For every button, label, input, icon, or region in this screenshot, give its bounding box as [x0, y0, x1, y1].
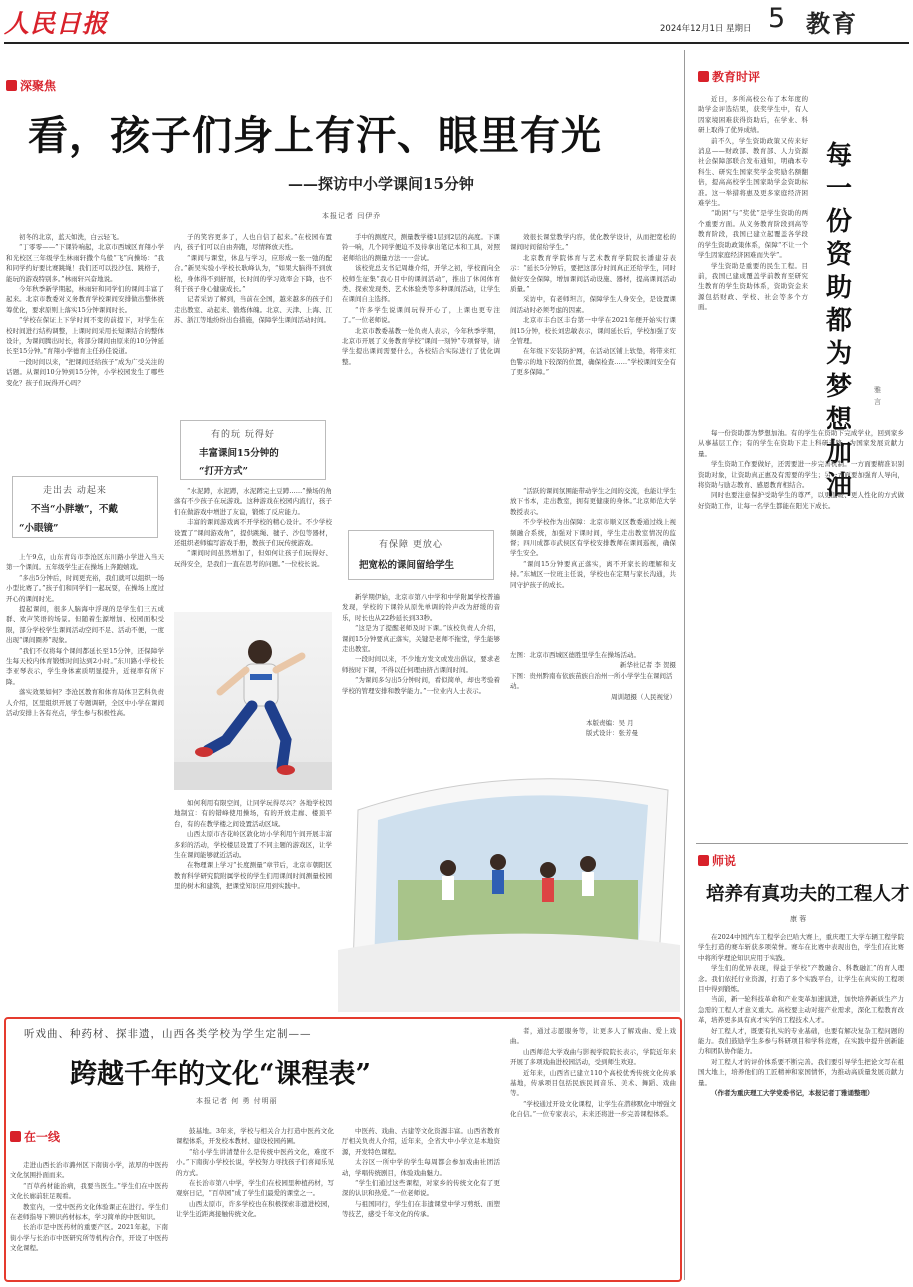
feature-byline: 本报记者 闫伊乔	[322, 212, 382, 220]
running-child-illustration	[174, 612, 332, 790]
feature-headline: 看，孩子们身上有汗、眼里有光	[28, 112, 602, 159]
bottom-col3: 中医药、戏曲、古建等文化资源丰富。山西省教育厅相关负责人介绍，近年来，全省大中小学立足本地资源，开发特色课程。 太谷区一所中学的学生每周都会参加戏曲社团活动，学唱传统剧目，体验戏曲魅力。 “学生们通过这些课程，对家乡的传统文化有了更深的认识和热爱。”一位老师说。 与祖国同行，学生们在非遗课堂中学习剪纸、面塑等技艺，感受千年文化的传承。	[342, 1127, 500, 1219]
photo-running-child	[174, 612, 332, 790]
bottom-col4: 者，通过志愿服务等，让更多人了解戏曲、爱上戏曲。 山西师范大学戏曲与影视学院院长表示，学院近年来开展了多项戏曲进校园活动，受到师生欢迎。 近年来，山西省已建立110个高校优秀传统文化传承基地，传承项目包括民族民间音乐、美术、舞蹈、戏曲等。 “学校通过开设文化课程，让学生在潜移默化中增强文化自信。”一位专家表示，未来还将进一步完善课程体系。	[510, 1027, 676, 1119]
sidebar1-author: 雅言	[874, 386, 881, 406]
section-subtitle: 不当“小胖墩”，不戴	[31, 504, 118, 515]
section-subtitle: “小眼镜”	[19, 523, 59, 534]
section-title: 有保障 更放心	[379, 540, 443, 550]
photo-book-children	[338, 750, 680, 1012]
bottom-col2: 鼓基地。3年来，学校与相关合力打造中医药文化课程体系，开发校本教材、建设校园药圃。 “给小学生讲清楚什么是传统中医药文化，难度不小。”下南街小学校长说，学校努力寻找孩子们喜闻乐见的方式。 在长治市第八中学，学生们在校园里种植药材，写观察日记，“百草园”成了学生们最爱的课堂之一。 山西太原市，许多学校也在积极探索非遗进校园，让学生近距离接触传统文化。	[176, 1127, 334, 1219]
tag-icon	[698, 71, 709, 82]
feature-col4: 效很长课堂教学内容，优化教学设计，从而把宽松的课间时间留给学生。” 北京教育学院体育与艺术教育学院院长潘建芬表示：“延长5分钟后，要把这部分时间真正还给学生，同时做好安全保障，增加课间活动设施、器材，提高课间活动质量。” 采访中，有老师坦言，保障学生人身安全，是设置课间活动时必须考虑的因素。 北京市丰台区丰台第一中学在2021年便开始实行课间15分钟，校长刘忠敏表示，课间延长后，学校加强了安全管理。 在年级下安装防护网，在活动区铺上软垫，将带来红色警示的地下较深的位置，确保检查……“学校课间安全有了更多保障。”	[510, 233, 676, 377]
column-divider	[684, 50, 685, 1280]
feature-col3: 手中的测度尺，测量教学楼1层到2层的高度。下课铃一响，几个同学便迫不及待拿出笔记本和工具，对照老师给出的测量方法一一尝试。 该校党总支书记周雄介绍，开学之初，学校面向全校师生征集“我心目中的课间活动”，推出了休闲体育类、探索发现类、艺术体验类等多种课间活动，让学生在课间自主选择。 “许多学生说课间玩得开心了，上课也更专注了。”一位老师说。 北京市教委基教一处负责人表示，今年秋季学期，北京市开展了义务教育学校“课间一刻钟”专项督导，请学生提出课间需要什么，各校结合实际进行了优化调整。	[342, 233, 500, 366]
sidebar-divider	[696, 843, 908, 844]
bottom-tag: 在一线	[10, 1128, 60, 1145]
tag-icon	[698, 855, 709, 866]
feature-subhead: ——探访中小学课间15分钟	[288, 175, 474, 193]
masthead-rule	[4, 42, 909, 44]
bottom-byline: 本报记者 何 勇 付明丽	[196, 1097, 278, 1105]
section-box-3	[348, 530, 494, 580]
bottom-col1: 走进山西长治市潞州区下南街小学，浓厚的中医药文化氛围扑面而来。 “百草药材能治病，我要当医生。”学生们在中医药文化长廊前驻足观看。 教室内，一堂中医药文化体验课正在进行。学生们在老师指导下辨识药材标本，学习简单的中医知识。 长治市是中医药材的重要产区。2021年起，下南街小学与长治市中医研究所等机构合作，开设了中医药文化课程。	[10, 1161, 168, 1253]
book-photo-illustration	[338, 750, 680, 1012]
section-title: 有的玩 玩得好	[211, 430, 275, 440]
newspaper-logo: 人民日报	[4, 9, 109, 38]
section-title: 走出去 动起来	[43, 486, 107, 496]
sidebar2-body: 在2024中国汽车工程学会巴哈大赛上，重庆理工大学车辆工程学院学生打造的赛车斩获多项荣誉。赛车在比赛中表现出色，学生们在比赛中将所学理论知识应用于实践。 学生们的优异表现，得益于学校“产教融合、科教融汇”的育人理念。我们依托行业资源，打造了多个实践平台，让学生在真实的工程项目中得到锻炼。 当前，新一轮科技革命和产业变革加速演进，加快培养新质生产力急需的工程人才意义重大。高校要主动对接产业需求，深化工程教育改革，培养更多具有真才实学的工程技术人才。 好工程人才，既要有扎实的专业基础，也要有解决复杂工程问题的能力。我们鼓励学生多参与科研项目和学科竞赛，在实践中提升创新能力和团队协作能力。 对工程人才的评价体系要不断完善。我们要引导学生把论文写在祖国大地上，培养他们的工匠精神和家国情怀，为推动高质量发展贡献力量。 （作者为重庆理工大学党委书记，本报记者丁雅诵整理）	[698, 933, 904, 1098]
tag-icon	[6, 80, 17, 91]
sidebar1-body: 近日，多所高校公布了本年度的助学金评选结果，获奖学生中，有人因家境困难获得资助后，在学业、科研上取得了优异成绩。 前不久，学生资助政策又传来好消息——财政部、教育部、人力资源社会保障部联合发布通知，明确本专科生、研究生国家奖学金奖励名额翻倍，提高高校学生国家助学金资助标准。这一举措将惠及更多家庭经济困难学生。 “助困”与“奖优”是学生资助的两个重要方面。从义务教育阶段到高等教育阶段，我国已建立起覆盖各学段的学生资助政策体系，保障“不让一个学生因家庭经济困难而失学”。 学生资助是重要的民生工程。目前，我国已建成覆盖学前教育至研究生教育的学生资助体系，资助资金来源包括财政、学校、社会等多个方面。	[698, 95, 808, 312]
tag-icon	[10, 1131, 21, 1142]
section-box-1	[12, 476, 158, 538]
feature-col1: 初冬的北京，蓝天如洗，白云轻飞。 “丁零零——”下课铃响起，北京市西城区育翔小学和光校区三年级学生林雨轩撒个鸟般“飞”向操场：“我和同学约好要比赛跳绳！我们还可以投沙包、跳格子，能玩的游戏特别多。”林雨轩兴奋地说。 今年秋季新学期起，林雨轩和同学们的课间丰富了起来。北京市教委对义务教育学校课间安排做出整体统筹优化，要求原则上落实15分钟课间时长。 “学校在保证上下学时间不变的前提下，对学生在校时间进行结构调整，上课时间采用长短课结合的整体设计，为课间腾出时长，将部分课间由原来的10分钟延长至15分钟。”育翔小学德育主任孙佳说道。 一段时间以来，“把课间还给孩子”成为广受关注的话题。从课间10分钟到15分钟，小学校园发生了哪些变化？孩子们玩得开心吗？	[6, 233, 164, 387]
masthead	[0, 0, 913, 44]
feature-col2: 子的笑容更多了，人也自信了起来。”在校园布置内，孩子们可以自由奔跑，尽情释放天性。 “课间与课堂，休息与学习，应形成一张一弛的配合。”新吴实验小学校长耿峰认为，“如果大脑得不到放松，身体得不到舒展，长时间的学习效率会下降，也不利于孩子身心健康成长。” 记者采访了解到，当前在全国，越来越多的孩子们走出教室、动起来、锻炼体魄。北京、天津、上海、江苏、浙江等地纷纷出台措施，保障学生课间活动时间。	[174, 233, 332, 325]
sidebar1-vertical-title: 每一份资助都为梦想加油	[826, 141, 853, 501]
section-subtitle: 把宽松的课间留给学生	[359, 560, 455, 571]
feature-col1b: 上午9点，山东青岛市李沧区东川路小学进入当天第一个课间。五年级学生正在操场上奔跑嬉戏。 “多出5分钟后，时间更充裕，我们就可以组织一场小型比赛了。”孩子们和同学们一起玩耍，在操场上度过开心的课间时光。 提起课间，很多人脑海中浮现的是学生们三五成群、欢声笑语的场景。但随着生源增加、校园面积受限，部分学校学生课间活动空间不足、活动不便，一度出现“课间圈养”现象。 “我们不仅将每个课间都延长至15分钟，还保障学生每天校内体育锻炼时间达到2小时。”东川路小学校长李亚琴表示，学生身体素质明显提升，近视率有所下降。 落实效果如何？李沧区教育和体育局体卫艺科负责人介绍，区里组织开展了专题调研，全区中小学在课间活动安排上各有亮点，学生参与积极性高。	[6, 553, 164, 718]
sidebar1-tag: 教育时评	[698, 68, 760, 85]
feature-col2c: 如何利用有限空间，让同学玩得尽兴？各地学校因地制宜：有的错峰使用操场，有的开放走廊、楼顶平台，有的在教学楼之间设置活动区域。 山西太原市杏花岭区敦化坊小学利用午间开展丰富多彩的活动，学校楼层设置了不同主题的游戏区，让学生在课间能够就近活动。 在物理课上学习“长度测量”章节后，北京市朝阳区教育科学研究院附属学校的学生们用课间时间测量校园里的树木和建筑，把课堂知识应用到实践中。	[174, 799, 332, 891]
section-box-2	[180, 420, 326, 480]
photo-caption: 左图：北京市西城区德胜里学生在操场活动。 新华社记者 李 贺摄 下图：贵州黔南布依族苗族自治州一所小学学生在课间活动。 周训超摄（人民视觉）	[510, 651, 676, 701]
issue-date: 2024年12月1日 星期日	[660, 24, 752, 34]
sidebar1-body2: 每一份资助都为梦想加油。有的学生在资助下完成学业，回到家乡从事基层工作；有的学生在资助下走上科研道路，为国家发展贡献力量。 学生资助工作要做好，还需要进一步完善机制。一方面要精准识别资助对象，让资助真正惠及有需要的学生；另一方面要加强育人导向，将资助与励志教育、感恩教育相结合。 同时也要注意保护受助学生的尊严，以更温暖、更人性化的方式做好资助工作，让每一名学生都能在阳光下成长。	[698, 429, 904, 510]
editor-credits: 本版责编：吴 月 版式设计：张芳曼	[586, 719, 638, 738]
sidebar2-tag: 师说	[698, 852, 736, 869]
sidebar2-author: 康 蓉	[790, 915, 807, 923]
section-subtitle: 丰富课间15分钟的	[199, 448, 279, 459]
feature-col2b: “水泥蹲，水泥蹲，水泥蹲完土豆蹲……”操场的角落有不少孩子在玩游戏。这种游戏在校园内流行，孩子们在做游戏中增进了友谊，锻炼了反应能力。 丰富的课间游戏离不开学校的精心设计。不少学校设置了“课间游戏角”，提供跳绳、毽子、沙包等器材，还组织老师编写游戏手册，教孩子们玩传统游戏。 “课间时间虽然增加了，但如何让孩子们玩得好、玩得安全，是我们一直在思考的问题。”一位校长说。	[174, 487, 332, 568]
bottom-kicker: 听戏曲、种药材、探非遗，山西各类学校为学生定制——	[24, 1028, 312, 1040]
page-number: 5	[768, 3, 786, 34]
section-name: 教育	[806, 9, 858, 38]
section-subtitle: “打开方式”	[199, 466, 248, 477]
feature-col4b: “活跃的课间氛围能带动学生之间的交流，也能让学生放下书本，走出教室，拥有更健康的身体。”北京师范大学教授表示。 不少学校作为出保障：北京市顺义区教委通过线上视频融合系统，加强对下课时间，学生走出教室情况的监督；四川成都市武侯区有学校安排教师在课间巡视，确保学生安全。 “课间15分钟要真正落实，离不开家长的理解和支持。”东城区一位班主任说，学校也在定期与家长沟通，共同守护孩子的成长。	[510, 487, 676, 589]
feature-col3b: 新学期伊始，北京市第八中学和中学附属学校普遍发现，学校的下课铃从原先单调的铃声改为舒缓的音乐，时长也从22秒延长到33秒。 “这是为了提醒老师及时下课。”该校负责人介绍，课间15分钟要真正落实，关键是老师不拖堂，学生能够走出教室。 一段时间以来，不少地方发文或发出倡议，要求老师按时下课，不得以任何理由挤占课间时间。 “为课间多匀出5分钟时间，看似简单，却也考验着学校的管理安排和教学能力。”一位业内人士表示。	[342, 593, 500, 695]
feature-tag: 深聚焦	[6, 77, 56, 94]
sidebar2-headline: 培养有真功夫的工程人才	[706, 884, 910, 905]
bottom-headline: 跨越千年的文化“课程表”	[70, 1059, 372, 1090]
